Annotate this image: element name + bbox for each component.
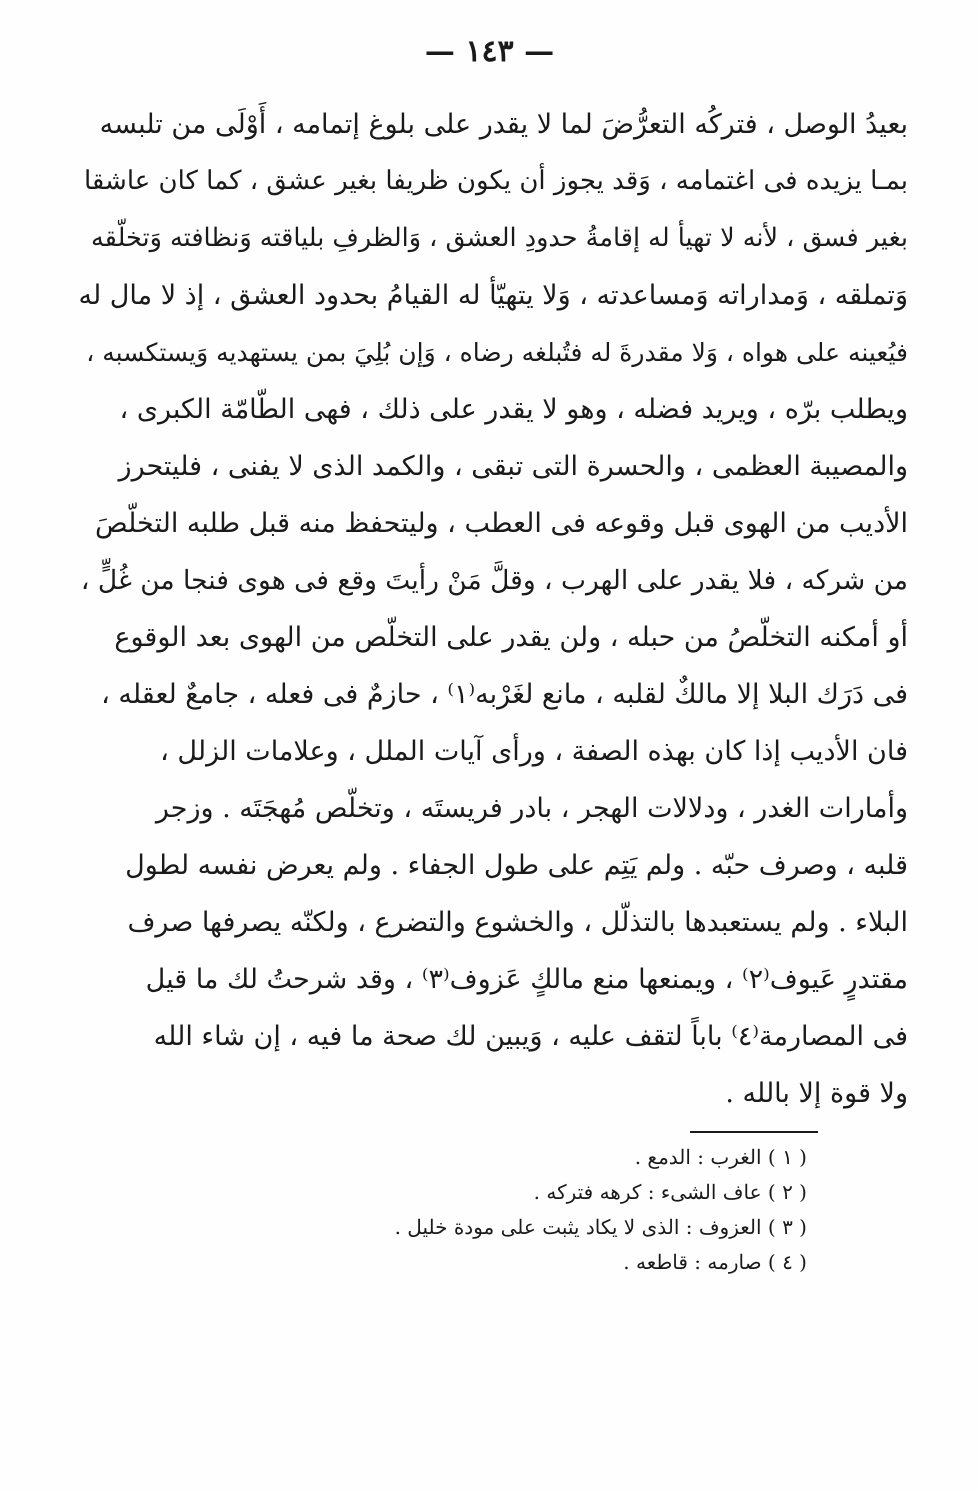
footnote-1: ( ١ ) الغرب : الدمع . bbox=[634, 1145, 807, 1169]
footnote-2: ( ٢ ) عاف الشىء : كرهه فتركه . bbox=[533, 1180, 807, 1204]
text-line: قلبه ، وصرف حبّه . ولم يَتِم على طول الجفاء . ولم يعرض نفسه لطول bbox=[125, 850, 908, 881]
text-line: بعيدُ الوصل ، فتركُه التعرُّضَ لما لا يقدر على بلوغ إتمامه ، أَوْلَى من تلبسه bbox=[99, 109, 908, 140]
text-line: بمـا يزيده فى اغتمامه ، وَقد يجوز أن يكون ظريفا بغير عشق ، كما كان عاشقا bbox=[83, 166, 908, 196]
footnote-divider bbox=[690, 1131, 818, 1133]
page-number: — ١٤٣ — bbox=[424, 34, 555, 69]
footnotes bbox=[187, 1140, 807, 1280]
text-line: ولا قوة إلا بالله . bbox=[725, 1078, 908, 1109]
text-line: فى دَرَك البلا إلا مالكٌ لقلبه ، مانع لغَرْبه⁽١⁾ ، حازمٌ فى فعله ، جامعٌ لعقله ، bbox=[101, 679, 908, 710]
text-line: وأمارات الغدر ، ودلالات الهجر ، بادر فريستَه ، وتخلّص مُهجَتَه . وزجر bbox=[155, 793, 908, 824]
text-line: البلاء . ولم يستعبدها بالتذلّل ، والخشوع والتضرع ، ولكنّه يصرفها صرف bbox=[127, 907, 908, 938]
text-line: والمصيبة العظمى ، والحسرة التى تبقى ، والكمد الذى لا يفنى ، فليتحرز bbox=[118, 451, 908, 482]
text-line: فى المصارمة⁽٤⁾ باباً لتقف عليه ، وَيبين لك صحة ما فيه ، إن شاء الله bbox=[153, 1021, 908, 1052]
text-line: فان الأديب إذا كان بهذه الصفة ، ورأى آيات الملل ، وعلامات الزلل ، bbox=[160, 736, 908, 767]
text-line: أو أمكنه التخلّصُ من حبله ، ولن يقدر على التخلّص من الهوى بعد الوقوع bbox=[114, 622, 908, 653]
text-line: وَتملقه ، وَمداراته وَمساعدته ، وَلا يتهيّأ له القيامُ بحدود العشق ، إذ لا مال له bbox=[78, 280, 908, 311]
text-line: بغير فسق ، لأنه لا تهيأ له إقامةُ حدودِ العشق ، وَالظرفِ بلياقته وَنظافته وَتخلّقه bbox=[91, 223, 908, 253]
text-line: مقتدرٍ عَيوف⁽٢⁾ ، ويمنعها منع مالكٍ عَزوف⁽٣⁾ ، وقد شرحتُ لك ما قيل bbox=[145, 964, 908, 995]
text-line: فيُعينه على هواه ، وَلا مقدرةَ له فتُبلغه رضاه ، وَإن بُلِيَ بمن يستهديه وَيستكسبه ، bbox=[86, 338, 908, 367]
text-line: ويطلب برّه ، ويريد فضله ، وهو لا يقدر على ذلك ، فهى الطّامّة الكبرى ، bbox=[119, 394, 908, 425]
text-line: الأديب من الهوى قبل وقوعه فى العطب ، وليتحفظ منه قبل طلبه التخلّصَ bbox=[95, 508, 908, 539]
text-line: من شركه ، فلا يقدر على الهرب ، وقلَّ مَنْ رأيتَ وقع فى هوى فنجا من غُلٍّ ، bbox=[80, 565, 908, 596]
footnote-3: ( ٣ ) العزوف : الذى لا يكاد يثبت على مودة خليل . bbox=[394, 1215, 807, 1239]
footnote-4: ( ٤ ) صارمه : قاطعه . bbox=[623, 1250, 807, 1274]
body-text bbox=[78, 96, 908, 1122]
